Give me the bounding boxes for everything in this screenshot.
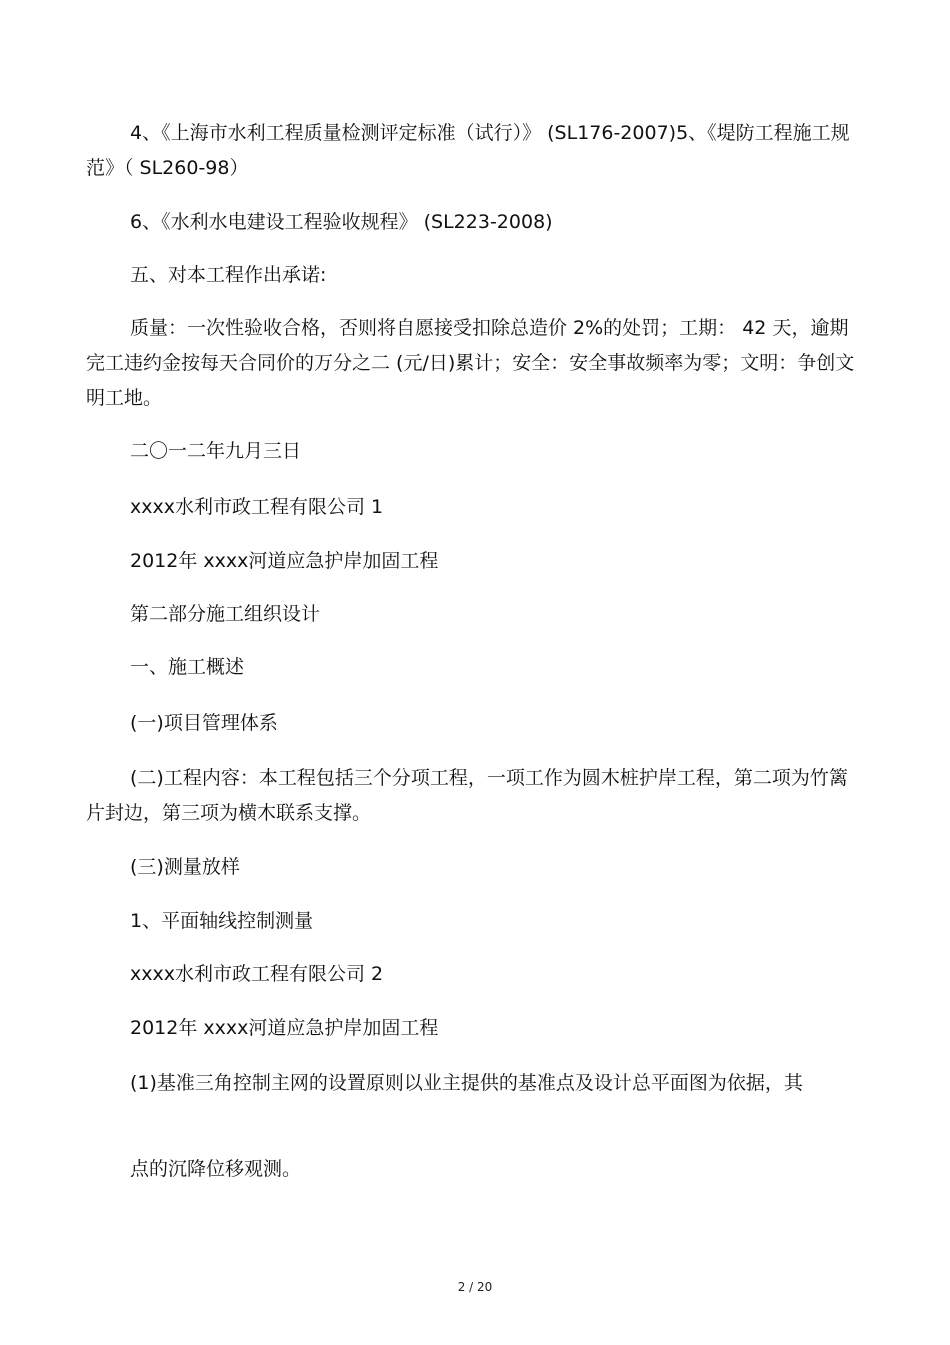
page-number: 2 / 20: [457, 1280, 493, 1294]
paragraph-settlement: 点的沉降位移观测。: [130, 1158, 302, 1180]
section-heading-commitment: 五、对本工程作出承诺:: [130, 264, 327, 286]
part-heading: 第二部分施工组织设计: [130, 603, 321, 625]
date-line: 二〇一二年九月三日: [130, 440, 302, 462]
project-title-2: 2012年 xxxx河道应急护岸加固工程: [130, 1017, 439, 1039]
paragraph-work-content: (二)工程内容：本工程包括三个分项工程，一项工作为圆木桩护岸工程，第二项为竹篱片封边，第三项为横木联系支撑。: [86, 767, 848, 824]
paragraph-standards-4-5: 4、《上海市水利工程质量检测评定标准（试行）》 (SL176-2007)5、《堤防工程施工规范》（ SL260-98）: [86, 122, 850, 179]
subsection-management: (一)项目管理体系: [130, 712, 278, 734]
company-header-1: xxxx水利市政工程有限公司 1: [130, 496, 384, 518]
item-axis-control: 1、平面轴线控制测量: [130, 910, 314, 932]
section-heading-overview: 一、施工概述: [130, 656, 245, 678]
paragraph-triangulation: (1)基准三角控制主网的设置原则以业主提供的基准点及设计总平面图为依据，其: [130, 1072, 803, 1094]
project-title-1: 2012年 xxxx河道应急护岸加固工程: [130, 550, 439, 572]
paragraph-standards-6: 6、《水利水电建设工程验收规程》 (SL223-2008): [130, 211, 553, 233]
company-header-2: xxxx水利市政工程有限公司 2: [130, 963, 384, 985]
subsection-survey: (三)测量放样: [130, 856, 240, 878]
paragraph-commitment-details: 质量：一次性验收合格，否则将自愿接受扣除总造价 2%的处罚；工期： 42 天，逾期完工违约金按每天合同价的万分之二 (元/日)累计；安全：安全事故频率为零；文明：争创文明工地。: [86, 317, 855, 409]
